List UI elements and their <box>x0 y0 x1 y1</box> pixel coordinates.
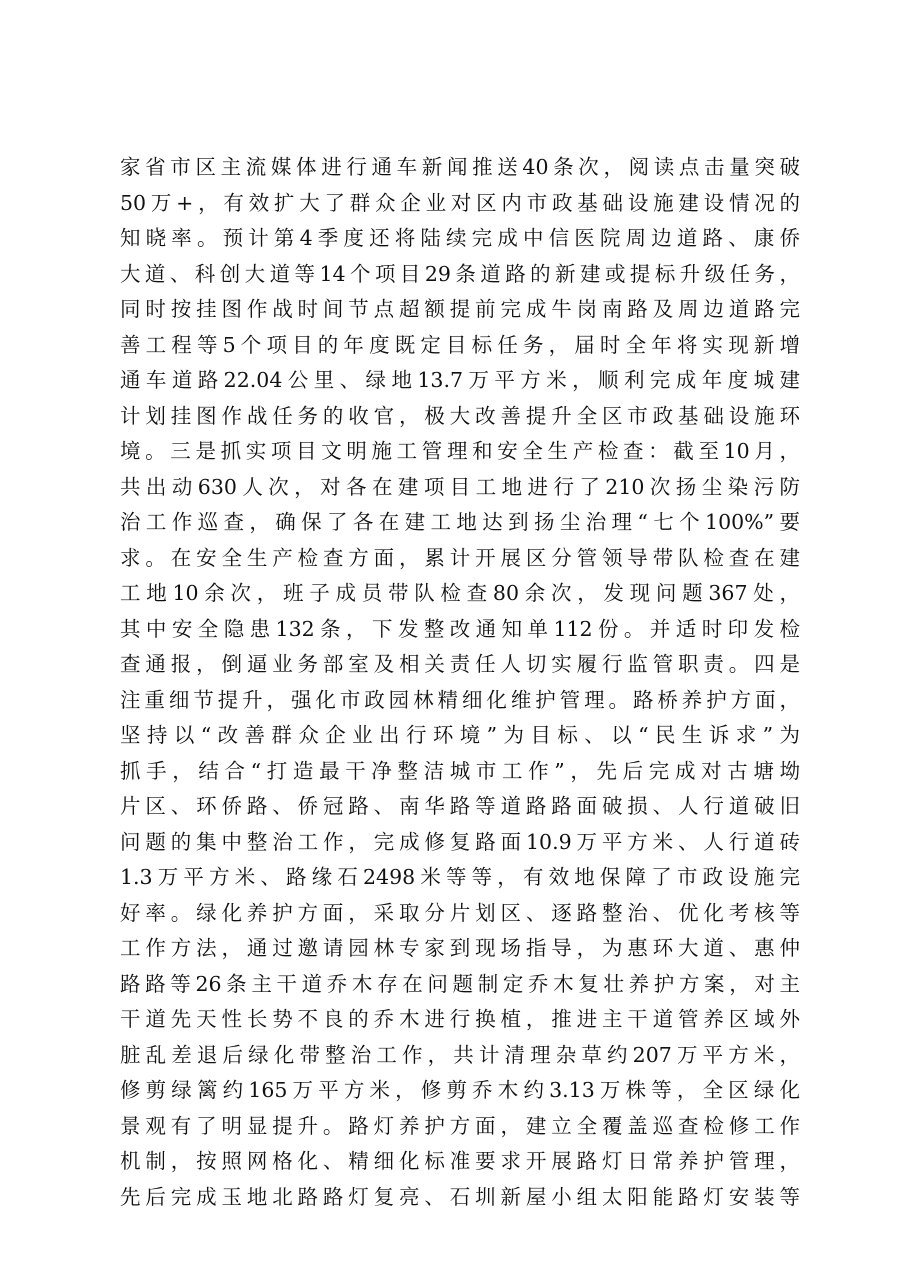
text-line: 家省市区主流媒体进行通车新闻推送40条次，阅读点击量突破 <box>120 155 800 179</box>
text-line: 查通报，倒逼业务部室及相关责任人切实履行监管职责。四是 <box>120 652 800 676</box>
text-line: 共出动630人次，对各在建项目工地进行了210次扬尘染污防 <box>120 474 800 499</box>
text-line: 脏乱差退后绿化带整治工作，共计清理杂草约207万平方米， <box>120 1042 800 1067</box>
text-line: 工地10余次，班子成员带队检查80余次，发现问题367处， <box>120 581 800 605</box>
text-line: 修剪绿篱约165万平方米，修剪乔木约3.13万株等，全区绿化 <box>120 1078 800 1102</box>
text-line: 50万+，有效扩大了群众企业对区内市政基础设施建设情况的 <box>120 190 800 215</box>
text-line: 工作方法，通过邀请园林专家到现场指导，为惠环大道、惠仲 <box>120 936 800 960</box>
text-line: 抓手，结合“打造最干净整洁城市工作”，先后完成对古塘坳 <box>120 758 800 783</box>
text-line: 先后完成玉地北路路灯复亮、石圳新屋小组太阳能路灯安装等 <box>120 1184 800 1209</box>
text-line: 善工程等5个项目的年度既定目标任务，届时全年将实现新增 <box>120 332 800 357</box>
text-line: 干道先天性长势不良的乔木进行换植，推进主干道管养区域外 <box>120 1007 800 1031</box>
text-line: 其中安全隐患132条，下发整改通知单112份。并适时印发检 <box>120 616 800 641</box>
text-line: 境。三是抓实项目文明施工管理和安全生产检查：截至10月， <box>120 439 800 463</box>
text-line: 好率。绿化养护方面，采取分片划区、逐路整治、优化考核等 <box>120 900 800 925</box>
text-line: 同时按挂图作战时间节点超额提前完成牛岗南路及周边道路完 <box>120 297 800 321</box>
text-line: 问题的集中整治工作，完成修复路面10.9万平方米、人行道砖 <box>120 829 800 854</box>
text-line: 景观有了明显提升。路灯养护方面，建立全覆盖巡查检修工作 <box>120 1113 800 1138</box>
text-line: 知晓率。预计第4季度还将陆续完成中信医院周边道路、康侨 <box>120 226 800 250</box>
text-line: 片区、环侨路、侨冠路、南华路等道路路面破损、人行道破旧 <box>120 794 800 818</box>
text-line: 计划挂图作战任务的收官，极大改善提升全区市政基础设施环 <box>120 403 800 428</box>
text-line: 1.3万平方米、路缘石2498米等等，有效地保障了市政设施完 <box>120 865 800 889</box>
text-line: 通车道路22.04公里、绿地13.7万平方米，顺利完成年度城建 <box>120 368 800 392</box>
text-line: 机制，按照网格化、精细化标准要求开展路灯日常养护管理， <box>120 1149 800 1173</box>
text-line: 大道、科创大道等14个项目29条道路的新建或提标升级任务， <box>120 261 800 286</box>
text-line: 求。在安全生产检查方面，累计开展区分管领导带队检查在建 <box>120 545 800 570</box>
text-line: 治工作巡查，确保了各在建工地达到扬尘治理“七个100%”要 <box>120 510 800 534</box>
text-line: 注重细节提升，强化市政园林精细化维护管理。路桥养护方面， <box>120 687 800 712</box>
text-line: 坚持以“改善群众企业出行环境”为目标、以“民生诉求”为 <box>120 723 800 747</box>
body-text <box>120 150 800 1215</box>
text-line: 路路等26条主干道乔木存在问题制定乔木复壮养护方案，对主 <box>120 971 800 996</box>
